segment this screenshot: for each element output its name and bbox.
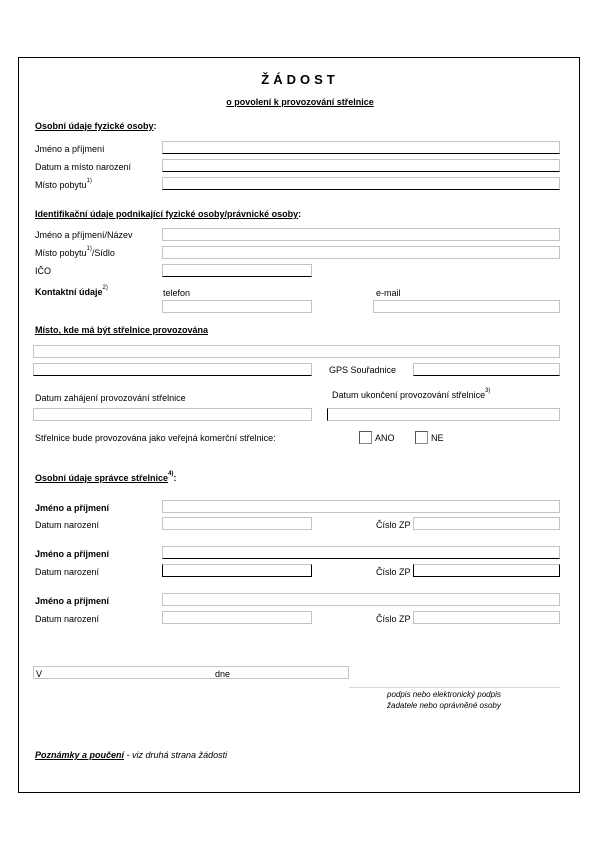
phone-field[interactable] [162, 300, 312, 313]
contact-label: Kontaktní údaje$^{2)}$ [35, 285, 108, 297]
section-business-heading: Identifikační údaje podnikající fyzické osoby/právnické osoby: [35, 209, 302, 219]
manager-3-birth-label: Datum narození [35, 614, 100, 624]
email-field[interactable] [373, 300, 560, 313]
signature-line [349, 687, 560, 688]
no-checkbox[interactable] [415, 431, 428, 444]
manager-1-name-field[interactable] [162, 500, 560, 513]
personal-residence-label: Místo pobytu$^{1)}$ [35, 178, 92, 190]
manager-1-birth-field[interactable] [162, 517, 312, 530]
yes-label: ANO [375, 433, 395, 443]
public-range-question: Střelnice bude provozována jako veřejná komerční střelnice: [35, 433, 276, 443]
manager-2-name-field[interactable] [162, 546, 560, 559]
business-name-label: Jméno a příjmení/Název [35, 230, 133, 240]
personal-birth-field[interactable] [162, 159, 560, 172]
business-residence-field[interactable] [162, 246, 560, 259]
manager-1-zp-field[interactable] [413, 517, 560, 530]
location-field-2[interactable] [33, 363, 312, 376]
manager-2-birth-field[interactable] [162, 564, 312, 577]
location-field[interactable] [33, 345, 560, 358]
business-residence-label: Místo pobytu$^{1)}$/Sídlo [35, 246, 115, 258]
page-title: ŽÁDOST [261, 72, 339, 87]
manager-3-name-label: Jméno a příjmení [35, 596, 110, 606]
manager-2-zp-field[interactable] [413, 564, 560, 577]
start-date-field[interactable] [33, 408, 312, 421]
section-manager-heading: Osobní údaje správce střelnice$^{4)}$: [35, 471, 177, 483]
notes-reference: Poznámky a poučení - viz druhá strana žádosti [35, 750, 228, 760]
manager-1-birth-label: Datum narození [35, 520, 100, 530]
personal-name-field[interactable] [162, 141, 560, 154]
date-label: dne [215, 669, 231, 679]
phone-label: telefon [163, 288, 191, 298]
manager-3-zp-label: Číslo ZP [376, 614, 411, 624]
manager-2-birth-label: Datum narození [35, 567, 100, 577]
end-date-field[interactable] [327, 408, 560, 421]
ico-label: IČO [35, 266, 52, 276]
manager-3-birth-field[interactable] [162, 611, 312, 624]
personal-birth-label: Datum a místo narození [35, 162, 132, 172]
manager-3-name-field[interactable] [162, 593, 560, 606]
manager-2-name-label: Jméno a příjmení [35, 549, 110, 559]
manager-2-zp-label: Číslo ZP [376, 567, 411, 577]
email-label: e-mail [376, 288, 401, 298]
manager-1-zp-label: Číslo ZP [376, 520, 411, 530]
manager-3-zp-field[interactable] [413, 611, 560, 624]
section-personal-heading: Osobní údaje fyzické osoby: [35, 121, 157, 131]
place-label: V [36, 669, 43, 679]
section-location-heading: Místo, kde má být střelnice provozována [35, 325, 209, 335]
no-label: NE [431, 433, 444, 443]
yes-checkbox[interactable] [359, 431, 372, 444]
notes-label[interactable]: Poznámky a poučení [35, 750, 125, 760]
manager-1-name-label: Jméno a příjmení [35, 503, 110, 513]
personal-residence-field[interactable] [162, 177, 560, 190]
signature-caption-2: žadatele nebo oprávněné osoby [387, 701, 501, 710]
gps-field[interactable] [413, 363, 560, 376]
signature-caption-1: podpis nebo elektronický podpis [387, 690, 501, 699]
ico-field[interactable] [162, 264, 312, 277]
start-date-label: Datum zahájení provozování střelnice [35, 393, 186, 403]
page-subtitle: o povolení k provozování střelnice [226, 97, 374, 107]
personal-name-label: Jméno a příjmení [35, 144, 105, 154]
end-date-label: Datum ukončení provozování střelnice$^{3)}$ [332, 388, 491, 400]
gps-label: GPS Souřadnice [329, 365, 397, 375]
business-name-field[interactable] [162, 228, 560, 241]
place-date-field[interactable] [33, 666, 349, 679]
